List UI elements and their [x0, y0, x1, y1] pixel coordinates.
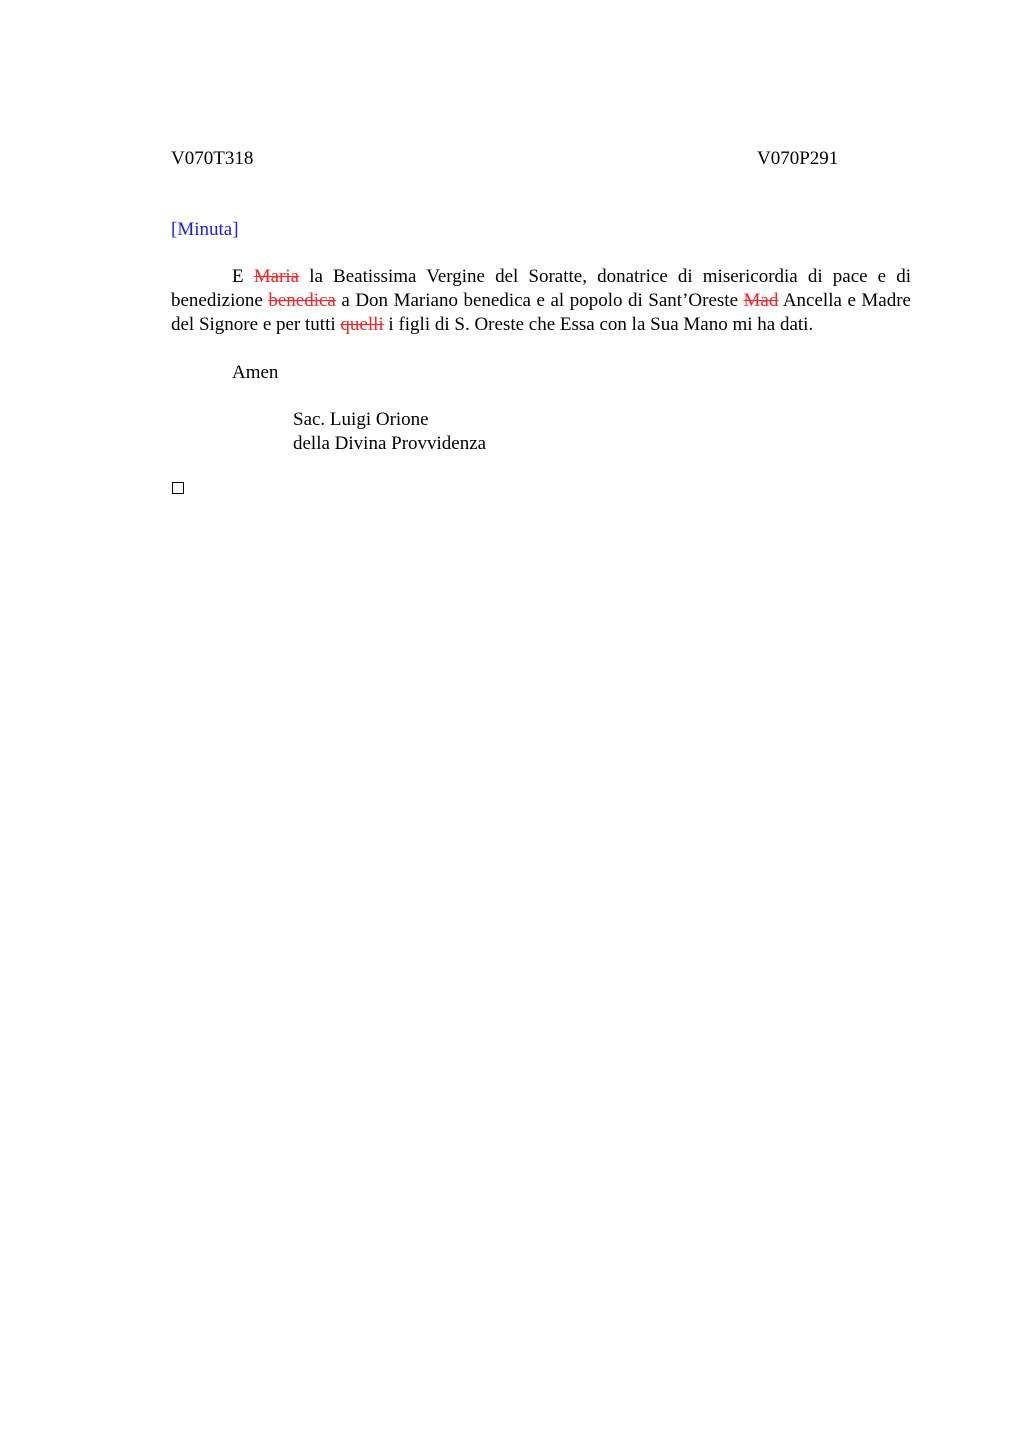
deleted-word: quelli — [340, 314, 384, 335]
square-outline-icon — [172, 482, 184, 494]
minuta-label: [Minuta] — [171, 219, 239, 240]
deleted-word: benedica — [268, 290, 336, 311]
closing-amen: Amen — [232, 362, 279, 383]
deleted-word: Maria — [253, 266, 300, 287]
body-text-segment: E — [232, 266, 254, 287]
deleted-word: Mad — [743, 290, 779, 311]
body-text-segment: la Beatissima Vergine del Soratte, donatrice di misericordia di pace e di benedizione — [171, 266, 912, 311]
body-paragraph — [171, 265, 911, 337]
signature-name: Sac. Luigi Orione — [293, 409, 429, 430]
body-text-segment: Ancella e Madre del Signore e per tutti — [171, 290, 911, 335]
body-text-segment: i figli di S. Oreste che Essa con la Sua Mano mi ha dati. — [383, 314, 814, 335]
header-right-code: V070P291 — [757, 148, 839, 169]
signature-title: della Divina Provvidenza — [293, 433, 487, 454]
header-left-code: V070T318 — [171, 148, 254, 169]
body-text-segment: a Don Mariano benedica e al popolo di Sant’Oreste — [335, 290, 744, 311]
